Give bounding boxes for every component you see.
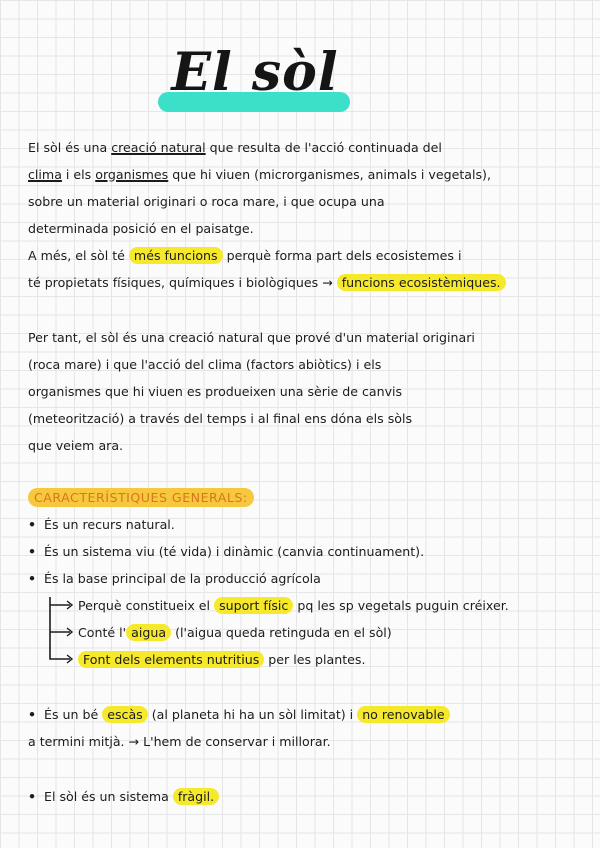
- underlined-term: organismes: [95, 167, 169, 182]
- text: És un recurs natural.: [44, 517, 175, 532]
- text: té propietats físiques, químiques i biològiques →: [28, 275, 337, 290]
- intro-line-6: [28, 273, 506, 293]
- text: És un sistema viu (té vida) i dinàmic (canvia continuament).: [44, 544, 425, 559]
- sub-bullet-3: [78, 650, 365, 670]
- text: El sòl és un sistema: [44, 789, 173, 804]
- highlighted-term: suport físic: [214, 597, 293, 614]
- text: que hi viuen (microrganismes, animals i vegetals),: [168, 167, 491, 182]
- sub-bullet-2: [78, 623, 392, 643]
- text: (al planeta hi ha un sòl limitat) i: [147, 707, 358, 722]
- sub-bullet-1: [78, 596, 509, 616]
- highlighted-term: més funcions: [129, 247, 223, 264]
- highlighted-term: fràgil.: [173, 788, 219, 805]
- text: que resulta de l'acció continuada del: [205, 140, 442, 155]
- intro-line-1: [28, 138, 442, 158]
- bullet-dot-icon: •: [28, 544, 37, 559]
- underlined-term: creació natural: [111, 140, 206, 155]
- para2-line-2: (roca mare) i que l'acció del clima (factors abiòtics) i els: [28, 357, 382, 372]
- intro-line-5: [28, 246, 462, 266]
- intro-line-3: sobre un material originari o roca mare, i que ocupa una: [28, 194, 385, 209]
- highlighted-term: no renovable: [357, 706, 449, 723]
- text: pq les sp vegetals puguin créixer.: [293, 598, 509, 613]
- page-title: El sòl: [171, 42, 339, 103]
- text: i els: [61, 167, 96, 182]
- bullet-3: [28, 569, 321, 589]
- underlined-term: clima: [28, 167, 62, 182]
- bullet-dot-icon: •: [28, 517, 37, 532]
- text: És un bé: [44, 707, 103, 722]
- highlighted-term: Font dels elements nutritius: [78, 651, 264, 668]
- text: Conté l': [78, 625, 127, 640]
- text: perquè forma part dels ecosistemes i: [222, 248, 462, 263]
- intro-line-4: determinada posició en el paisatge.: [28, 221, 254, 236]
- tree-bracket-icon: [48, 597, 78, 667]
- bullet-4: [28, 705, 450, 725]
- text: per les plantes.: [264, 652, 366, 667]
- bullet-4-continued: a termini mitjà. → L'hem de conservar i millorar.: [28, 734, 331, 749]
- intro-line-2: [28, 165, 491, 185]
- bullet-dot-icon: •: [28, 789, 37, 804]
- text: (l'aigua queda retinguda en el sòl): [171, 625, 392, 640]
- highlighted-term: aigua: [126, 624, 171, 641]
- highlighted-term: escàs: [102, 706, 148, 723]
- para2-line-1: Per tant, el sòl és una creació natural que prové d'un material originari: [28, 330, 475, 345]
- text: És la base principal de la producció agrícola: [44, 571, 321, 586]
- highlighted-term: funcions ecosistèmiques.: [337, 274, 506, 291]
- text: A més, el sòl té: [28, 248, 129, 263]
- text: Perquè constitueix el: [78, 598, 215, 613]
- para2-line-4: (meteorització) a través del temps i al final ens dóna els sòls: [28, 411, 413, 426]
- para2-line-3: organismes que hi viuen es produeixen una sèrie de canvis: [28, 384, 403, 399]
- text: El sòl és una: [28, 140, 112, 155]
- heading-text: CARACTERÍSTIQUES GENERALS:: [28, 488, 254, 507]
- bullet-dot-icon: •: [28, 571, 37, 586]
- bullet-5: [28, 787, 219, 807]
- bullet-dot-icon: •: [28, 707, 37, 722]
- section-heading: [28, 488, 254, 508]
- bullet-2: [28, 542, 424, 562]
- bullet-1: [28, 515, 175, 535]
- para2-line-5: que veiem ara.: [28, 438, 124, 453]
